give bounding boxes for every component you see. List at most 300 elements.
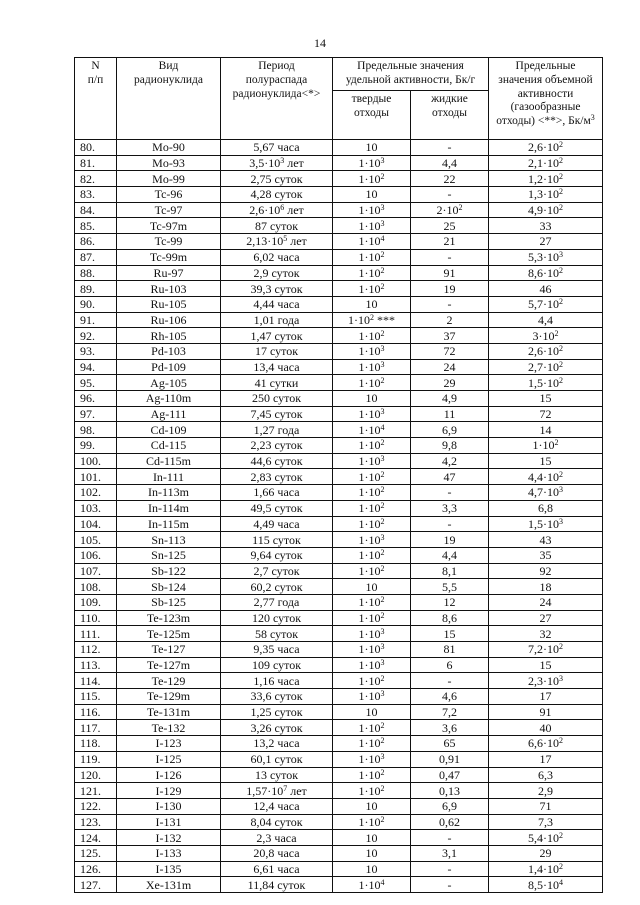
liquid-waste-limit: 0,91	[411, 751, 489, 767]
solid-waste-limit: 10	[333, 704, 411, 720]
liquid-waste-limit: 5,5	[411, 579, 489, 595]
row-number: 83.	[75, 187, 117, 203]
row-number: 88.	[75, 265, 117, 281]
half-life: $3,5\cdot 10^3$ лет	[221, 155, 333, 171]
row-number: 104.	[75, 516, 117, 532]
half-life: 1,16 часа	[221, 673, 333, 689]
solid-waste-limit: $1\cdot 10^2$	[333, 375, 411, 391]
nuclide-name: Te-123m	[117, 610, 221, 626]
table-row	[75, 720, 603, 736]
row-number: 85.	[75, 218, 117, 234]
table-row	[75, 642, 603, 658]
half-life: 87 суток	[221, 218, 333, 234]
half-life: 60,1 суток	[221, 751, 333, 767]
half-life: 11,84 суток	[221, 877, 333, 893]
gas-volume-limit: $6,6\cdot 10^2$	[489, 736, 603, 752]
liquid-waste-limit: 65	[411, 736, 489, 752]
solid-waste-limit: 10	[333, 798, 411, 814]
row-number: 113.	[75, 657, 117, 673]
liquid-waste-limit: -	[411, 877, 489, 893]
gas-volume-limit: 71	[489, 798, 603, 814]
half-life: 13,4 часа	[221, 359, 333, 375]
row-number: 95.	[75, 375, 117, 391]
table-row	[75, 359, 603, 375]
solid-waste-limit: 10	[333, 187, 411, 203]
nuclide-name: In-113m	[117, 485, 221, 501]
table-row	[75, 814, 603, 830]
liquid-waste-limit: 19	[411, 281, 489, 297]
solid-waste-limit: $1\cdot 10^2$	[333, 485, 411, 501]
gas-volume-limit: $1,5\cdot 10^2$	[489, 375, 603, 391]
half-life: 17 суток	[221, 343, 333, 359]
liquid-waste-limit: 2	[411, 312, 489, 328]
gas-volume-limit: $7,2\cdot 10^2$	[489, 642, 603, 658]
table-row	[75, 249, 603, 265]
row-number: 84.	[75, 202, 117, 218]
nuclide-name: I-130	[117, 798, 221, 814]
header-number: N п/п	[75, 58, 117, 140]
row-number: 82.	[75, 171, 117, 187]
table-row	[75, 485, 603, 501]
half-life: 13 суток	[221, 767, 333, 783]
table-row	[75, 751, 603, 767]
table-row	[75, 469, 603, 485]
solid-waste-limit: 10	[333, 845, 411, 861]
solid-waste-limit: 10	[333, 861, 411, 877]
half-life: 33,6 суток	[221, 689, 333, 705]
gas-volume-limit: $3\cdot 10^2$	[489, 328, 603, 344]
liquid-waste-limit: 6,9	[411, 422, 489, 438]
nuclide-name: Sn-125	[117, 547, 221, 563]
gas-volume-limit: 43	[489, 532, 603, 548]
solid-waste-limit: $1\cdot 10^4$	[333, 877, 411, 893]
row-number: 125.	[75, 845, 117, 861]
half-life: 6,02 часа	[221, 249, 333, 265]
row-number: 96.	[75, 391, 117, 407]
row-number: 115.	[75, 689, 117, 705]
table-row	[75, 422, 603, 438]
gas-volume-limit: 6,8	[489, 500, 603, 516]
row-number: 87.	[75, 249, 117, 265]
row-number: 124.	[75, 830, 117, 846]
gas-volume-limit: 7,3	[489, 814, 603, 830]
liquid-waste-limit: -	[411, 296, 489, 312]
half-life: $2,6\cdot 10^6$ лет	[221, 202, 333, 218]
nuclide-name: Cd-109	[117, 422, 221, 438]
liquid-waste-limit: 3,6	[411, 720, 489, 736]
solid-waste-limit: $1\cdot 10^2$	[333, 249, 411, 265]
gas-volume-limit: $2,6\cdot 10^2$	[489, 140, 603, 156]
gas-volume-limit: 40	[489, 720, 603, 736]
liquid-waste-limit: 72	[411, 343, 489, 359]
row-number: 107.	[75, 563, 117, 579]
gas-volume-limit: 91	[489, 704, 603, 720]
liquid-waste-limit: -	[411, 140, 489, 156]
liquid-waste-limit: 0,47	[411, 767, 489, 783]
solid-waste-limit: $1\cdot 10^2$	[333, 438, 411, 454]
solid-waste-limit: $1\cdot 10^2$	[333, 516, 411, 532]
half-life: 1,66 часа	[221, 485, 333, 501]
half-life: 120 суток	[221, 610, 333, 626]
row-number: 110.	[75, 610, 117, 626]
liquid-waste-limit: 81	[411, 642, 489, 658]
solid-waste-limit: $1\cdot 10^2$	[333, 594, 411, 610]
table-row	[75, 830, 603, 846]
liquid-waste-limit: 6,9	[411, 798, 489, 814]
nuclide-name: Te-127m	[117, 657, 221, 673]
gas-volume-limit: $2,1\cdot 10^2$	[489, 155, 603, 171]
liquid-waste-limit: 47	[411, 469, 489, 485]
solid-waste-limit: $1\cdot 10^3$	[333, 406, 411, 422]
nuclide-name: Ag-105	[117, 375, 221, 391]
gas-volume-limit: 17	[489, 751, 603, 767]
row-number: 108.	[75, 579, 117, 595]
nuclide-name: Ru-103	[117, 281, 221, 297]
row-number: 122.	[75, 798, 117, 814]
solid-waste-limit: $1\cdot 10^2$	[333, 783, 411, 799]
liquid-waste-limit: 8,1	[411, 563, 489, 579]
solid-waste-limit: $1\cdot 10^2$	[333, 673, 411, 689]
row-number: 103.	[75, 500, 117, 516]
half-life: 5,67 часа	[221, 140, 333, 156]
nuclide-name: Te-132	[117, 720, 221, 736]
solid-waste-limit: $1\cdot 10^2$	[333, 547, 411, 563]
row-number: 92.	[75, 328, 117, 344]
nuclide-name: Te-131m	[117, 704, 221, 720]
solid-waste-limit: 10	[333, 830, 411, 846]
nuclide-name: Sn-113	[117, 532, 221, 548]
half-life: 115 суток	[221, 532, 333, 548]
solid-waste-limit: $1\cdot 10^2$	[333, 328, 411, 344]
table-row	[75, 187, 603, 203]
solid-waste-limit: $1\cdot 10^2$	[333, 469, 411, 485]
table-row	[75, 328, 603, 344]
row-number: 93.	[75, 343, 117, 359]
half-life: 44,6 суток	[221, 453, 333, 469]
liquid-waste-limit: -	[411, 861, 489, 877]
solid-waste-limit: $1\cdot 10^3$	[333, 532, 411, 548]
row-number: 105.	[75, 532, 117, 548]
solid-waste-limit: $1\cdot 10^4$	[333, 234, 411, 250]
half-life: 2,9 суток	[221, 265, 333, 281]
gas-volume-limit: $4,4\cdot 10^2$	[489, 469, 603, 485]
half-life: 60,2 суток	[221, 579, 333, 595]
table-row	[75, 579, 603, 595]
liquid-waste-limit: 4,2	[411, 453, 489, 469]
solid-waste-limit: $1\cdot 10^2$ ***	[333, 312, 411, 328]
solid-waste-limit: $1\cdot 10^3$	[333, 202, 411, 218]
half-life: 12,4 часа	[221, 798, 333, 814]
liquid-waste-limit: 0,62	[411, 814, 489, 830]
row-number: 121.	[75, 783, 117, 799]
nuclide-name: Ag-110m	[117, 391, 221, 407]
liquid-waste-limit: 24	[411, 359, 489, 375]
nuclide-name: Tc-97	[117, 202, 221, 218]
table-row	[75, 140, 603, 156]
nuclide-name: Mo-99	[117, 171, 221, 187]
gas-volume-limit: $4,9\cdot 10^2$	[489, 202, 603, 218]
nuclide-name: Rh-105	[117, 328, 221, 344]
table-row	[75, 218, 603, 234]
half-life: 2,77 года	[221, 594, 333, 610]
table-row	[75, 312, 603, 328]
header-solid-waste: твердые отходы	[333, 91, 411, 140]
row-number: 119.	[75, 751, 117, 767]
half-life: 2,83 суток	[221, 469, 333, 485]
solid-waste-limit: $1\cdot 10^2$	[333, 500, 411, 516]
table-row	[75, 265, 603, 281]
half-life: 109 суток	[221, 657, 333, 673]
row-number: 80.	[75, 140, 117, 156]
table-row	[75, 234, 603, 250]
table-body	[75, 140, 603, 893]
nuclide-name: Pd-103	[117, 343, 221, 359]
row-number: 109.	[75, 594, 117, 610]
nuclide-name: In-114m	[117, 500, 221, 516]
liquid-waste-limit: 3,1	[411, 845, 489, 861]
nuclide-name: Cd-115	[117, 438, 221, 454]
nuclide-name: Xe-131m	[117, 877, 221, 893]
row-number: 99.	[75, 438, 117, 454]
row-number: 116.	[75, 704, 117, 720]
liquid-waste-limit: -	[411, 830, 489, 846]
row-number: 94.	[75, 359, 117, 375]
solid-waste-limit: $1\cdot 10^2$	[333, 736, 411, 752]
liquid-waste-limit: 11	[411, 406, 489, 422]
table-row	[75, 406, 603, 422]
half-life: 4,49 часа	[221, 516, 333, 532]
liquid-waste-limit: -	[411, 673, 489, 689]
gas-volume-limit: 17	[489, 689, 603, 705]
solid-waste-limit: $1\cdot 10^2$	[333, 814, 411, 830]
gas-volume-limit: 92	[489, 563, 603, 579]
gas-volume-limit: $8,5\cdot 10^4$	[489, 877, 603, 893]
nuclide-name: Ru-97	[117, 265, 221, 281]
half-life: 13,2 часа	[221, 736, 333, 752]
solid-waste-limit: $1\cdot 10^3$	[333, 359, 411, 375]
header-nuclide: Вид радионуклида	[117, 58, 221, 140]
solid-waste-limit: $1\cdot 10^3$	[333, 626, 411, 642]
solid-waste-limit: $1\cdot 10^3$	[333, 689, 411, 705]
row-number: 81.	[75, 155, 117, 171]
liquid-waste-limit: 91	[411, 265, 489, 281]
liquid-waste-limit: 7,2	[411, 704, 489, 720]
row-number: 90.	[75, 296, 117, 312]
gas-volume-limit: 15	[489, 453, 603, 469]
table-row	[75, 877, 603, 893]
half-life: 2,75 суток	[221, 171, 333, 187]
half-life: 7,45 суток	[221, 406, 333, 422]
half-life: 20,8 часа	[221, 845, 333, 861]
gas-volume-limit: 33	[489, 218, 603, 234]
header-liquid-waste: жидкие отходы	[411, 91, 489, 140]
half-life: 39,3 суток	[221, 281, 333, 297]
table-row	[75, 155, 603, 171]
half-life: 1,27 года	[221, 422, 333, 438]
table-row	[75, 798, 603, 814]
solid-waste-limit: $1\cdot 10^2$	[333, 610, 411, 626]
solid-waste-limit: $1\cdot 10^2$	[333, 171, 411, 187]
header-volume-activity: Предельные значения объемной активности (газообразные отходы) <**>, $Бк/м^3$	[489, 58, 603, 140]
solid-waste-limit: 10	[333, 391, 411, 407]
nuclide-name: Tc-99	[117, 234, 221, 250]
row-number: 86.	[75, 234, 117, 250]
gas-volume-limit: 32	[489, 626, 603, 642]
nuclide-name: Te-127	[117, 642, 221, 658]
gas-volume-limit: $5,4\cdot 10^2$	[489, 830, 603, 846]
table-row	[75, 375, 603, 391]
liquid-waste-limit: 0,13	[411, 783, 489, 799]
table-row	[75, 532, 603, 548]
row-number: 127.	[75, 877, 117, 893]
gas-volume-limit: $5,3\cdot 10^3$	[489, 249, 603, 265]
header-specific-activity: Предельные значения удельной активности, Бк/г	[333, 58, 489, 91]
solid-waste-limit: $1\cdot 10^3$	[333, 453, 411, 469]
liquid-waste-limit: 3,3	[411, 500, 489, 516]
row-number: 102.	[75, 485, 117, 501]
solid-waste-limit: $1\cdot 10^3$	[333, 642, 411, 658]
row-number: 91.	[75, 312, 117, 328]
liquid-waste-limit: 4,4	[411, 155, 489, 171]
solid-waste-limit: $1\cdot 10^2$	[333, 563, 411, 579]
nuclide-name: I-135	[117, 861, 221, 877]
half-life: 9,35 часа	[221, 642, 333, 658]
solid-waste-limit: $1\cdot 10^3$	[333, 155, 411, 171]
table-row	[75, 171, 603, 187]
liquid-waste-limit: 12	[411, 594, 489, 610]
row-number: 123.	[75, 814, 117, 830]
table-row	[75, 626, 603, 642]
gas-volume-limit: 18	[489, 579, 603, 595]
nuclide-name: Tc-97m	[117, 218, 221, 234]
gas-volume-limit: $4,7\cdot 10^3$	[489, 485, 603, 501]
table-row	[75, 281, 603, 297]
page-number: 14	[314, 36, 326, 50]
nuclide-name: Te-129	[117, 673, 221, 689]
gas-volume-limit: $1\cdot 10^2$	[489, 438, 603, 454]
gas-volume-limit: $5,7\cdot 10^2$	[489, 296, 603, 312]
half-life: 6,61 часа	[221, 861, 333, 877]
table-row	[75, 704, 603, 720]
nuclide-name: Mo-90	[117, 140, 221, 156]
gas-volume-limit: 6,3	[489, 767, 603, 783]
solid-waste-limit: $1\cdot 10^4$	[333, 422, 411, 438]
gas-volume-limit: 72	[489, 406, 603, 422]
half-life: 4,44 часа	[221, 296, 333, 312]
gas-volume-limit: $1,2\cdot 10^2$	[489, 171, 603, 187]
liquid-waste-limit: 15	[411, 626, 489, 642]
nuclide-name: Ru-106	[117, 312, 221, 328]
radionuclide-table	[74, 57, 603, 893]
nuclide-name: Ag-111	[117, 406, 221, 422]
table-row	[75, 202, 603, 218]
nuclide-name: Tc-99m	[117, 249, 221, 265]
row-number: 120.	[75, 767, 117, 783]
row-number: 126.	[75, 861, 117, 877]
nuclide-name: In-115m	[117, 516, 221, 532]
gas-volume-limit: 27	[489, 234, 603, 250]
liquid-waste-limit: -	[411, 516, 489, 532]
nuclide-name: Te-129m	[117, 689, 221, 705]
half-life: 8,04 суток	[221, 814, 333, 830]
gas-volume-limit: 46	[489, 281, 603, 297]
table-row	[75, 296, 603, 312]
solid-waste-limit: $1\cdot 10^2$	[333, 265, 411, 281]
row-number: 117.	[75, 720, 117, 736]
nuclide-name: Cd-115m	[117, 453, 221, 469]
gas-volume-limit: 24	[489, 594, 603, 610]
half-life: 2,3 часа	[221, 830, 333, 846]
table-row	[75, 783, 603, 799]
gas-volume-limit: $1,4\cdot 10^2$	[489, 861, 603, 877]
table-row	[75, 438, 603, 454]
nuclide-name: I-125	[117, 751, 221, 767]
half-life: 9,64 суток	[221, 547, 333, 563]
table-row	[75, 343, 603, 359]
gas-volume-limit: 35	[489, 547, 603, 563]
row-number: 101.	[75, 469, 117, 485]
row-number: 89.	[75, 281, 117, 297]
gas-volume-limit: 2,9	[489, 783, 603, 799]
table-row	[75, 563, 603, 579]
nuclide-name: I-123	[117, 736, 221, 752]
gas-volume-limit: 27	[489, 610, 603, 626]
solid-waste-limit: $1\cdot 10^2$	[333, 767, 411, 783]
liquid-waste-limit: 21	[411, 234, 489, 250]
liquid-waste-limit: -	[411, 249, 489, 265]
half-life: 1,01 года	[221, 312, 333, 328]
half-life: 3,26 суток	[221, 720, 333, 736]
nuclide-name: Ru-105	[117, 296, 221, 312]
solid-waste-limit: $1\cdot 10^3$	[333, 751, 411, 767]
row-number: 100.	[75, 453, 117, 469]
solid-waste-limit: 10	[333, 296, 411, 312]
solid-waste-limit: 10	[333, 579, 411, 595]
solid-waste-limit: 10	[333, 140, 411, 156]
nuclide-name: Sb-125	[117, 594, 221, 610]
gas-volume-limit: $2,6\cdot 10^2$	[489, 343, 603, 359]
row-number: 118.	[75, 736, 117, 752]
half-life: 250 суток	[221, 391, 333, 407]
gas-volume-limit: 14	[489, 422, 603, 438]
liquid-waste-limit: 37	[411, 328, 489, 344]
table-row	[75, 516, 603, 532]
liquid-waste-limit: 4,6	[411, 689, 489, 705]
row-number: 106.	[75, 547, 117, 563]
table-row	[75, 391, 603, 407]
gas-volume-limit: $8,6\cdot 10^2$	[489, 265, 603, 281]
half-life: 4,28 суток	[221, 187, 333, 203]
liquid-waste-limit: -	[411, 485, 489, 501]
half-life: 49,5 суток	[221, 500, 333, 516]
gas-volume-limit: $1,3\cdot 10^2$	[489, 187, 603, 203]
nuclide-name: I-132	[117, 830, 221, 846]
table-row	[75, 594, 603, 610]
liquid-waste-limit: 22	[411, 171, 489, 187]
liquid-waste-limit: 6	[411, 657, 489, 673]
liquid-waste-limit: 8,6	[411, 610, 489, 626]
liquid-waste-limit: 9,8	[411, 438, 489, 454]
solid-waste-limit: $1\cdot 10^3$	[333, 218, 411, 234]
table-row	[75, 547, 603, 563]
nuclide-name: I-131	[117, 814, 221, 830]
table-row	[75, 689, 603, 705]
row-number: 98.	[75, 422, 117, 438]
nuclide-name: I-133	[117, 845, 221, 861]
solid-waste-limit: $1\cdot 10^2$	[333, 281, 411, 297]
half-life: 1,25 суток	[221, 704, 333, 720]
table-row	[75, 500, 603, 516]
